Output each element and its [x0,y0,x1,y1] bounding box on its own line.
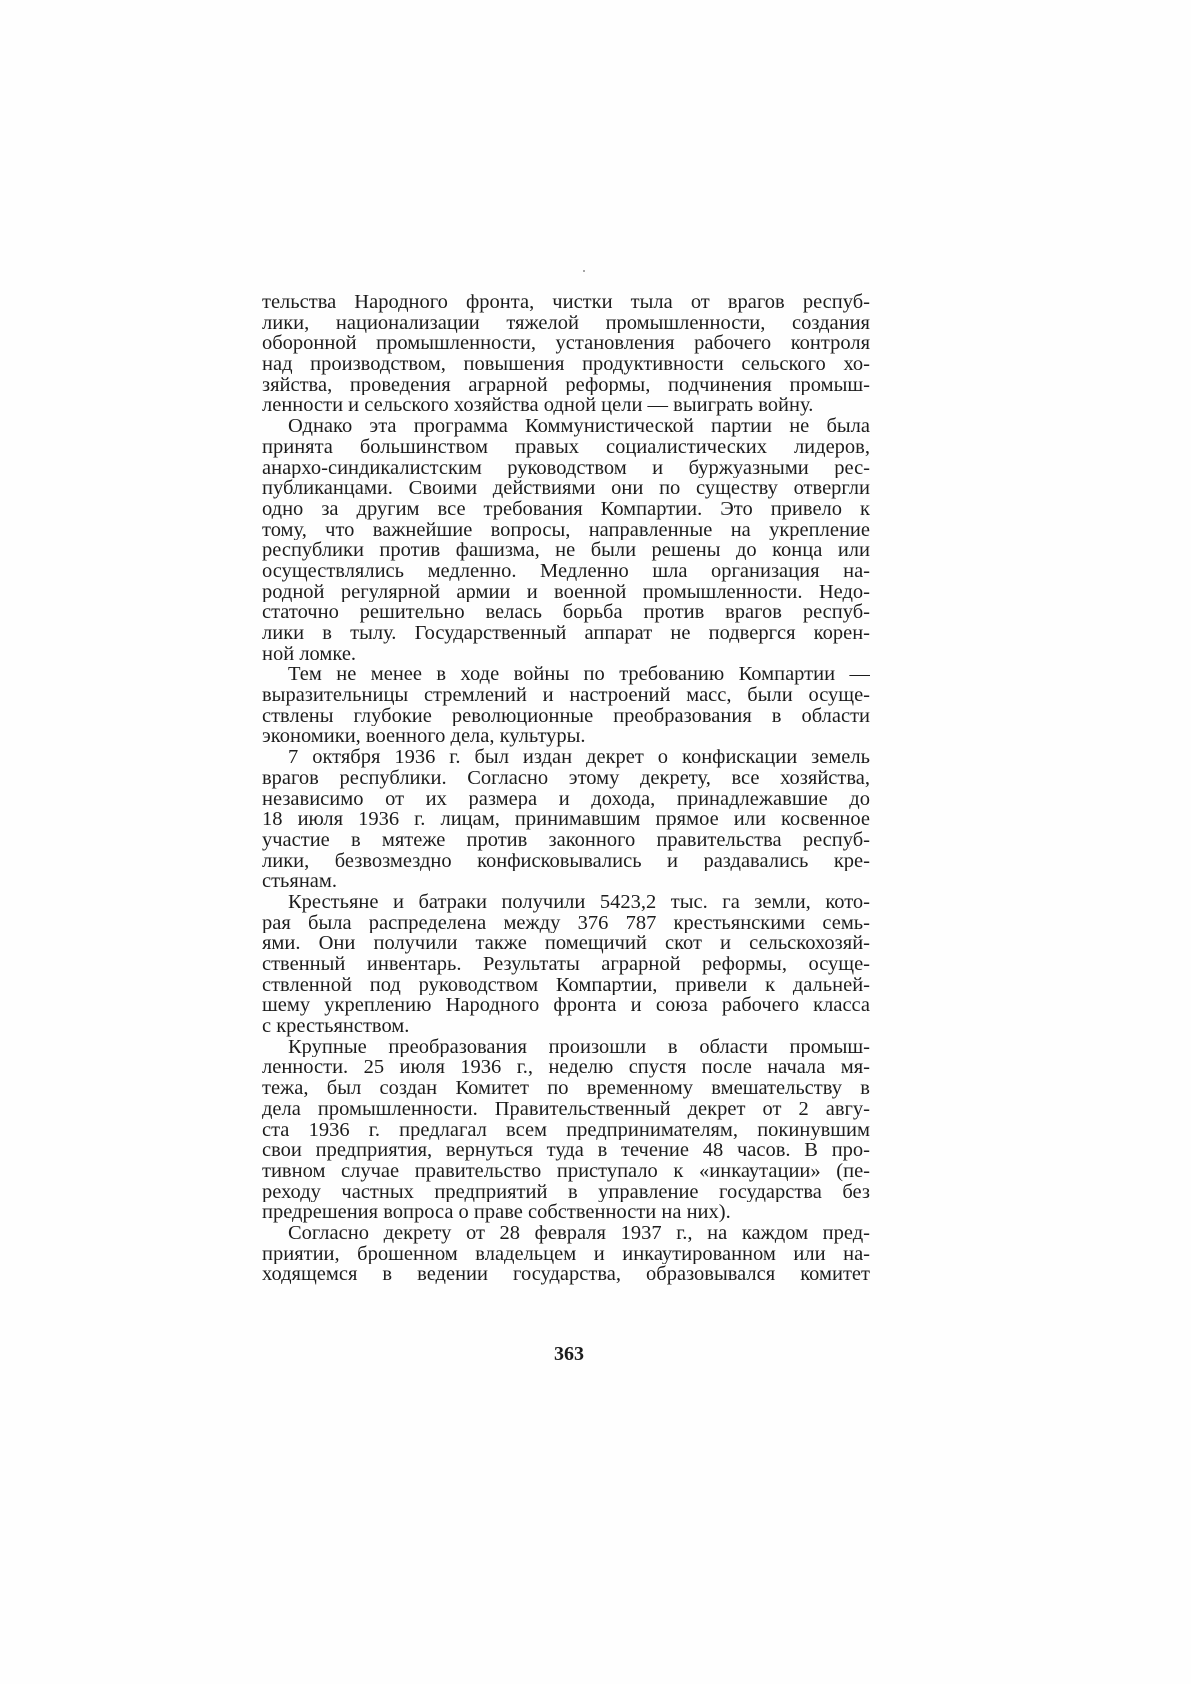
text-line: принята большинством правых социалистических лидеров, [262,436,870,458]
body-text [262,292,870,1285]
text-line: над производством, повышения продуктивности сельского хо- [262,354,870,375]
text-line: тивном случае правительство приступало к «инкаутации» (пе- [262,1160,870,1182]
text-line: 18 июля 1936 г. лицам, принимавшим прямое или косвенное [262,809,870,830]
text-line: ленности. 25 июля 1936 г., неделю спустя после начала мя- [262,1057,870,1079]
text-line: Крупные преобразования произошли в области промыш- [288,1036,870,1058]
text-line: участие в мятеже против законного правительства респуб- [262,829,870,851]
text-line: статочно решительно велась борьба против врагов респуб- [262,602,870,623]
text-line: лики, безвозмездно конфисковывались и раздавались кре- [262,850,870,872]
text-line: дела промышленности. Правительственный декрет от 2 авгу- [262,1098,870,1120]
text-line: с крестьянством. [262,1016,410,1037]
text-line: ной ломке. [262,643,357,665]
text-line: врагов республики. Согласно этому декрету, все хозяйства, [262,767,870,789]
text-line: осуществлялись медленно. Медленно шла организация на- [262,560,870,582]
text-line: Однако эта программа Коммунистической партии не была [288,416,870,437]
text-line: зяйства, проведения аграрной реформы, подчинения промыш- [262,374,870,396]
text-line: Тем не менее в ходе войны по требованию Компартии — [288,664,870,686]
text-line: одно за другим все требования Компартии. Это привело к [262,498,870,520]
text-line: ствленной под руководством Компартии, привели к дальней- [262,974,870,996]
text-line: 7 октября 1936 г. был издан декрет о конфискации земель [288,747,870,768]
text-line: ленности и сельского хозяйства одной цели — выиграть войну. [262,395,814,417]
text-line: рая была распределена между 376 787 крестьянскими семь- [262,912,870,934]
text-line: тежа, был создан Комитет по временному вмешательству в [262,1078,870,1099]
text-line: республики против фашизма, не были решены до конца или [262,540,870,561]
text-line: публиканцами. Своими действиями они по существу отвергли [262,478,870,499]
text-line: шему укреплению Народного фронта и союза рабочего класса [262,995,870,1017]
text-line: анархо-синдикалистским руководством и буржуазными рес- [262,457,870,479]
text-line: реходу частных предприятий в управление государства без [262,1181,870,1203]
text-line: Крестьяне и батраки получили 5423,2 тыс. га земли, кото- [288,891,870,913]
text-line: ствлены глубокие революционные преобразования в области [262,705,870,727]
text-line: оборонной промышленности, установления рабочего контроля [262,333,870,355]
text-line: выразительницы стремлений и настроений масс, были осуще- [262,685,870,706]
text-line: лики в тылу. Государственный аппарат не подвергся корен- [262,623,870,644]
text-line: ями. Они получили также помещичий скот и сельскохозяй- [262,933,870,954]
text-line: ственный инвентарь. Результаты аграрной реформы, осуще- [262,954,870,975]
text-line: Согласно декрету от 28 февраля 1937 г., на каждом пред- [288,1222,870,1244]
text-line: лики, национализации тяжелой промышленности, создания [262,312,870,334]
page-number: 363 [554,1343,584,1365]
text-line: экономики, военного дела, культуры. [262,726,586,748]
text-line: свои предприятия, вернуться туда в течение 48 часов. В про- [262,1140,870,1161]
text-line: тельства Народного фронта, чистки тыла от врагов респуб- [262,292,870,313]
text-line: стьянам. [262,871,338,892]
text-line: независимо от их размера и дохода, принадлежавшие до [262,788,870,810]
scan-speck [583,270,585,272]
text-line: родной регулярной армии и военной промышленности. Недо- [262,581,870,603]
text-line: тому, что важнейшие вопросы, направленные на укрепление [262,519,870,541]
text-line: ста 1936 г. предлагал всем предпринимателям, покинувшим [262,1119,870,1141]
text-line: предрешения вопроса о праве собственности на них). [262,1202,731,1223]
text-line: ходящемся в ведении государства, образовывался комитет [262,1264,870,1285]
text-line: приятии, брошенном владельцем и инкаутированном или на- [262,1243,870,1265]
